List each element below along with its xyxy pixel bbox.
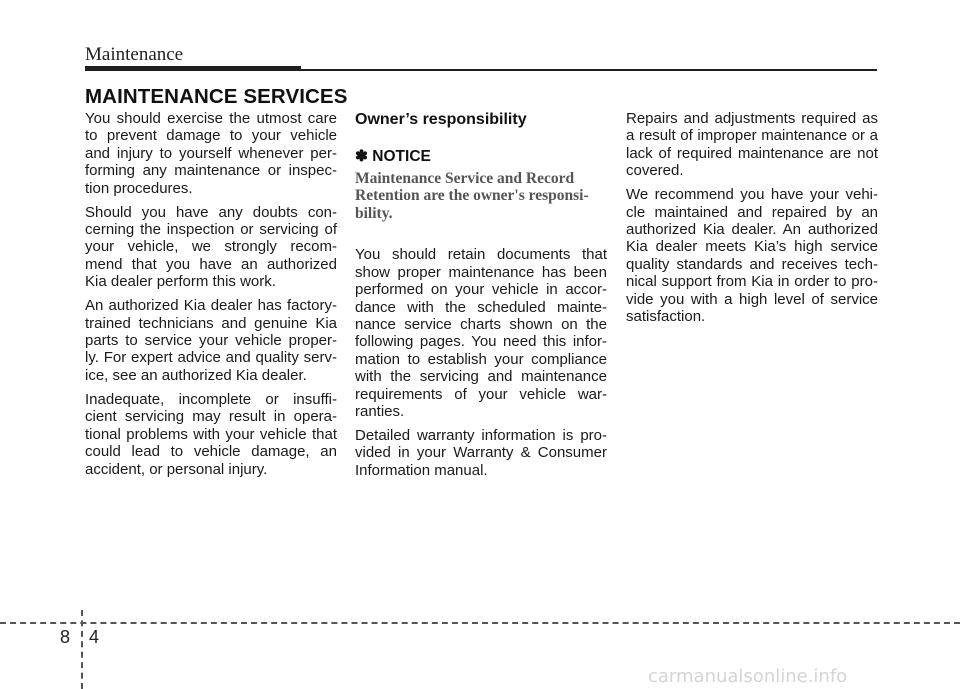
- header-section-label: Maintenance: [85, 44, 184, 65]
- column-3: [626, 110, 878, 332]
- paragraph: Inadequate, incomplete or insuffi- cient servicing may result in opera- tional problems with your vehicle that could lead to vehicle damage, an accident, or personal injury.: [85, 390, 337, 478]
- paragraph: Detailed warranty information is pro- vided in your Warranty & Consumer Information manual.: [355, 426, 607, 479]
- page-number: 4: [89, 627, 100, 647]
- paragraph: We recommend you have your vehi- cle maintained and repaired by an authorized Kia dealer. An authorized Kia dealer meets Kia’s high service quality standards and receives tech- nical support from Kia in order to pro- vide you with a high level of service satisfaction.: [626, 186, 878, 326]
- header-rule-thin: [85, 69, 877, 71]
- paragraph: An authorized Kia dealer has factory- trained technicians and genuine Kia parts to service your vehicle proper- ly. For expert advice and quality serv- ice, see an authorized Kia dealer.: [85, 297, 337, 384]
- paragraph: Should you have any doubts con- cerning the inspection or servicing of your vehicle, we strongly recom- mend that you have an authorized Kia dealer perform this work.: [85, 203, 337, 291]
- page-title: MAINTENANCE SERVICES: [85, 85, 348, 108]
- owners-responsibility-heading: Owner’s responsibility: [355, 111, 527, 128]
- footer-vertical-divider: [81, 610, 83, 689]
- notice-text: Maintenance Service and Record Retention are the owner's responsi- bility.: [355, 169, 589, 222]
- column-1: [85, 110, 337, 485]
- notice-label: ✽ NOTICE: [355, 148, 431, 166]
- footer-divider: [0, 622, 960, 624]
- chapter-number: 8: [60, 627, 71, 647]
- paragraph: You should retain documents that show proper maintenance has been performed on your vehicle in accor- dance with the scheduled mainte- nance service charts shown on the following pages. You need this infor- mation to establish your compliance with the servicing and maintenance requirements of your vehicle war- ranties.: [355, 246, 607, 420]
- paragraph: You should exercise the utmost care to prevent damage to your vehicle and injury to yourself whenever per- forming any maintenance or inspec- tion procedures.: [85, 110, 337, 197]
- column-2: [355, 110, 607, 486]
- paragraph: Repairs and adjustments required as a result of improper maintenance or a lack of required maintenance are not covered.: [626, 110, 878, 180]
- watermark: carmanualsonline.info: [648, 666, 848, 687]
